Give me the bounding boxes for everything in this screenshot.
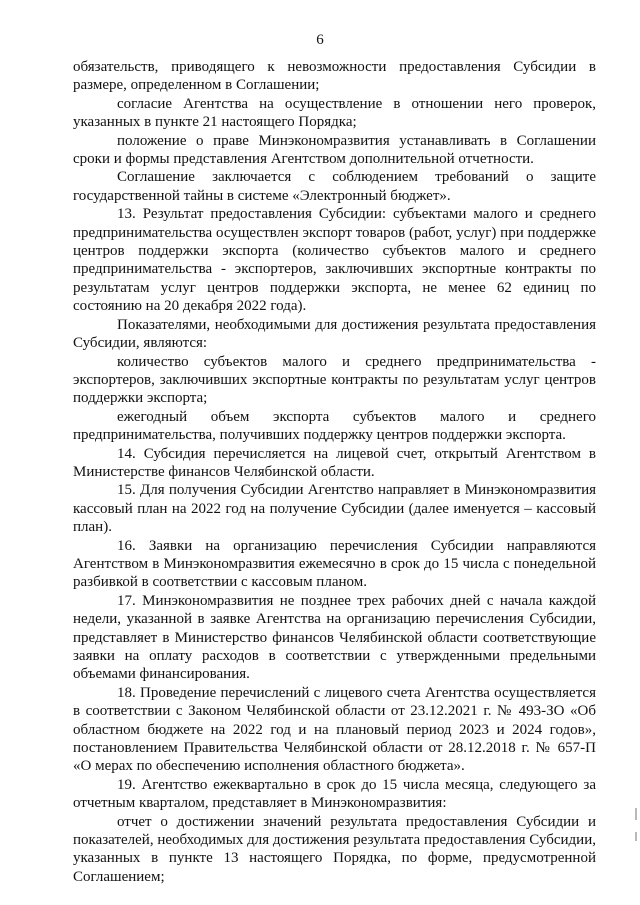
paragraph-indicator-export-volume: ежегодный объем экспорта субъектов малого и среднего предпринимательства, получивших поддержку центров поддержки экспорта.: [73, 408, 596, 444]
document-body: [73, 58, 596, 886]
paragraph-item-16: 16. Заявки на организацию перечисления Субсидии направляются Агентством в Минэкономразвития ежемесячно в срок до 15 числа с понедельной разбивкой в соответствии с кассовым планом.: [73, 537, 596, 591]
paragraph-reporting-forms: положение о праве Минэкономразвития устанавливать в Соглашении сроки и формы представления Агентством дополнительной отчетности.: [73, 132, 596, 168]
paragraph-item-19: 19. Агентство ежеквартально в срок до 15 числа месяца, следующего за отчетным кварталом, представляет в Минэкономразвития:: [73, 776, 596, 812]
paragraph-inspection-consent: согласие Агентства на осуществление в отношении него проверок, указанных в пункте 21 настоящего Порядка;: [73, 95, 596, 131]
page-number: 6: [316, 32, 324, 48]
paragraph-report-on-results: отчет о достижении значений результата предоставления Субсидии и показателей, необходимых для достижения результата предоставления Субсидии, указанных в пункте 13 настоящего Порядка, по форме, предусмотренной Соглашением;: [73, 813, 596, 885]
paragraph-indicator-exporters-count: количество субъектов малого и среднего предпринимательства - экспортеров, заключивших экспортные контракты по результатам услуг центров поддержки экспорта;: [73, 353, 596, 407]
paragraph-obligations-continued: обязательств, приводящего к невозможности предоставления Субсидии в размере, определенном в Соглашении;: [73, 59, 596, 94]
paragraph-indicators-intro: Показателями, необходимыми для достижения результата предоставления Субсидии, являются:: [73, 316, 596, 352]
paragraph-state-secret: Соглашение заключается с соблюдением требований о защите государственной тайны в системе «Электронный бюджет».: [73, 169, 596, 204]
paragraph-item-18: 18. Проведение перечислений с лицевого счета Агентства осуществляется в соответствии с Законом Челябинской области от 23.12.2021 г. № 493-ЗО «Об областном бюджете на 2022 год и на плановый период 2023 и 2024 годов», постановлением Правительства Челябинской области от 28.12.2018 г. № 657-П «О мерах по обеспечению исполнения областного бюджета».: [73, 684, 596, 775]
scan-edge-mark: [635, 832, 637, 841]
paragraph-item-14: 14. Субсидия перечисляется на лицевой счет, открытый Агентством в Министерстве финансов Челябинской области.: [73, 445, 596, 480]
paragraph-item-13-result: 13. Результат предоставления Субсидии: субъектами малого и среднего предпринимательства осуществлен экспорт товаров (работ, услуг) при поддержке центров поддержки экспорта (количество субъектов малого и среднего предпринимательства - экспортеров, заключивших экспортные контракты по результатам услуг центров поддержки экспорта, не менее 62 единиц по состоянию на 20 декабря 2022 года).: [73, 206, 596, 315]
scan-edge-mark: [635, 808, 637, 820]
paragraph-item-17: 17. Минэкономразвития не позднее трех рабочих дней с начала каждой недели, указанной в заявке Агентства на организацию перечисления Субсидии, представляет в Министерство финансов Челябинской области соответствующие заявки на оплату расходов в соответствии с утвержденными предельными объемами финансирования.: [73, 592, 596, 683]
paragraph-item-15: 15. Для получения Субсидии Агентство направляет в Минэкономразвития кассовый план на 2022 год на получение Субсидии (далее именуется – кассовый план).: [73, 482, 596, 536]
